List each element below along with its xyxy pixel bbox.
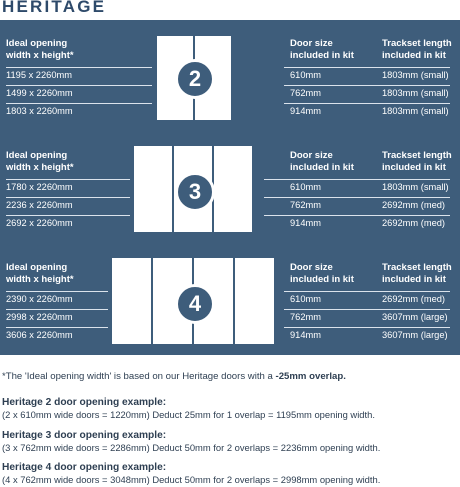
opening-cell: 2390 x 2260mm [6, 294, 73, 304]
header-trackset: Trackset length included in kit [382, 38, 452, 61]
table-row [0, 291, 460, 309]
door-count-badge: 3 [175, 172, 215, 212]
door-size-cell: 762mm [290, 200, 322, 210]
opening-cell: 1803 x 2260mm [6, 106, 73, 116]
size-table-panel [0, 20, 460, 355]
example-title: Heritage 4 door opening example: [2, 462, 167, 473]
header-trackset: Trackset length included in kit [382, 262, 452, 285]
opening-cell: 2998 x 2260mm [6, 312, 73, 322]
table-row [0, 67, 460, 85]
opening-cell: 2236 x 2260mm [6, 200, 73, 210]
door-count-badge: 2 [175, 59, 215, 99]
header-trackset: Trackset length included in kit [382, 150, 452, 173]
table-row [0, 197, 460, 215]
table-row [0, 309, 460, 327]
header-door-size: Door size included in kit [290, 150, 354, 173]
header-door-size: Door size included in kit [290, 38, 354, 61]
trackset-cell: 3607mm (large) [382, 330, 448, 340]
trackset-cell: 1803mm (small) [382, 106, 449, 116]
example-4-door [2, 462, 458, 486]
opening-cell: 2692 x 2260mm [6, 218, 73, 228]
example-text: (2 x 610mm wide doors = 1220mm) Deduct 25mm for 1 overlap = 1195mm opening width. [2, 409, 375, 420]
table-row [0, 103, 460, 121]
header-door-size: Door size included in kit [290, 262, 354, 285]
door-size-cell: 914mm [290, 218, 322, 228]
opening-cell: 1780 x 2260mm [6, 182, 73, 192]
door-size-cell: 610mm [290, 294, 322, 304]
table-row [0, 215, 460, 233]
table-row [0, 179, 460, 197]
section-3-doors [0, 146, 460, 252]
table-row [0, 327, 460, 345]
trackset-cell: 2692mm (med) [382, 218, 446, 228]
example-title: Heritage 3 door opening example: [2, 430, 167, 441]
footnote-bold: -25mm overlap. [275, 371, 346, 382]
table-row [0, 85, 460, 103]
door-size-cell: 914mm [290, 106, 322, 116]
door-count-badge: 4 [175, 284, 215, 324]
trackset-cell: 2692mm (med) [382, 294, 446, 304]
header-opening: Ideal opening width x height* [6, 38, 74, 61]
door-size-cell: 610mm [290, 70, 322, 80]
example-text: (4 x 762mm wide doors = 3048mm) Deduct 50mm for 2 overlaps = 2998mm opening width. [2, 474, 381, 485]
trackset-cell: 1803mm (small) [382, 182, 449, 192]
opening-cell: 1499 x 2260mm [6, 88, 73, 98]
header-opening: Ideal opening width x height* [6, 150, 74, 173]
section-2-doors [0, 34, 460, 140]
footnote [2, 371, 458, 382]
opening-cell: 3606 x 2260mm [6, 330, 73, 340]
trackset-cell: 2692mm (med) [382, 200, 446, 210]
opening-cell: 1195 x 2260mm [6, 70, 72, 80]
trackset-cell: 3607mm (large) [382, 312, 448, 322]
example-text: (3 x 762mm wide doors = 2286mm) Deduct 50mm for 2 overlaps = 2236mm opening width. [2, 442, 381, 453]
header-opening: Ideal opening width x height* [6, 262, 74, 285]
example-2-door [2, 397, 458, 421]
section-4-doors [0, 258, 460, 364]
door-size-cell: 762mm [290, 312, 322, 322]
example-title: Heritage 2 door opening example: [2, 397, 167, 408]
footnote-text: *The 'Ideal opening width' is based on our Heritage doors with a [2, 371, 276, 382]
door-size-cell: 914mm [290, 330, 322, 340]
door-size-cell: 610mm [290, 182, 322, 192]
door-size-cell: 762mm [290, 88, 322, 98]
page-title: HERITAGE [2, 0, 107, 16]
trackset-cell: 1803mm (small) [382, 88, 449, 98]
trackset-cell: 1803mm (small) [382, 70, 449, 80]
example-3-door [2, 430, 458, 454]
